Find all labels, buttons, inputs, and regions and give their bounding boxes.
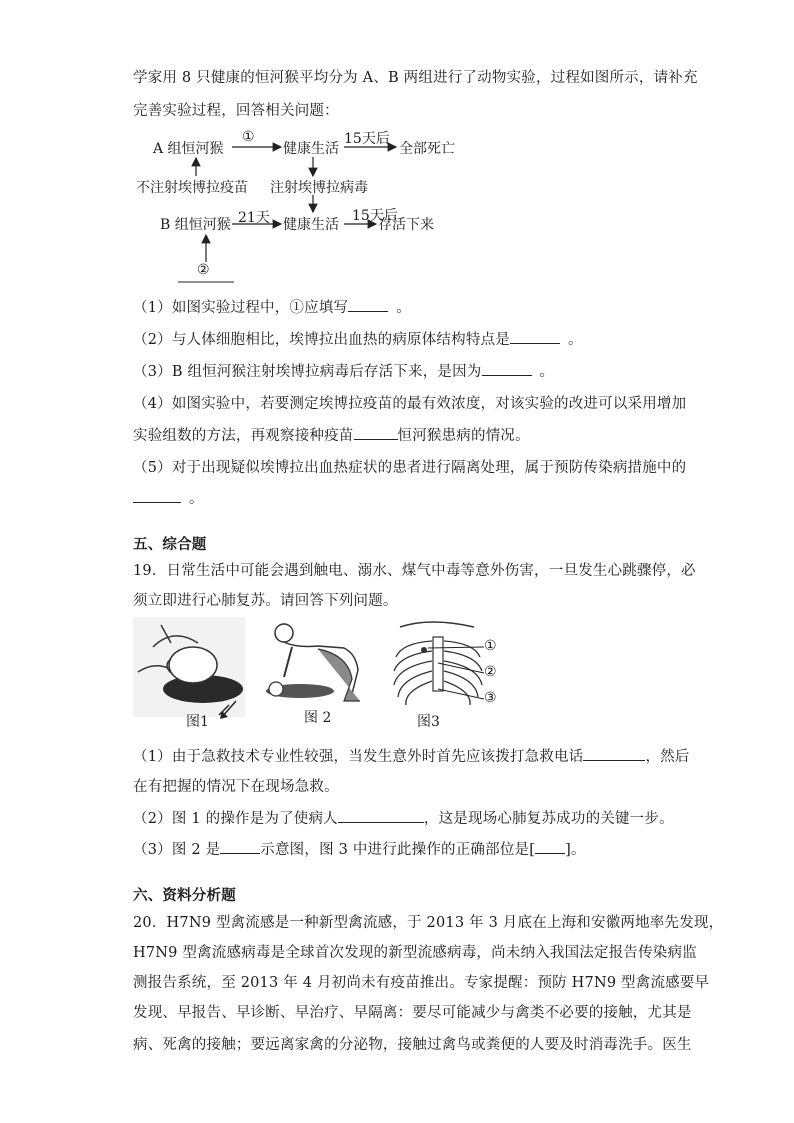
figure-3-label-1: ① — [484, 638, 497, 654]
q19-sub-1-line-1: （1）由于急救技术专业性较强，当发生意外时首先应该拨打急救电话 ，然后 — [133, 745, 690, 766]
q19-line-1: 19．日常生活中可能会遇到触电、溺水、煤气中毒等意外伤害，一旦发生心跳骤停，必 — [133, 563, 696, 579]
figure-3-caption: 图3 — [417, 714, 440, 730]
diagram-survive: 存活下来 — [378, 217, 434, 233]
q19-sub-2: （2）图 1 的操作是为了使病人 ，这是现场心肺复苏成功的关键一步。 — [133, 807, 674, 828]
answer-blank[interactable] — [338, 808, 424, 823]
answer-blank[interactable] — [535, 839, 565, 854]
section-heading-data-analysis: 六、资料分析题 — [133, 888, 236, 904]
q18-sub-5-line-1: （5）对于出现疑似埃博拉出血热症状的患者进行隔离处理，属于预防传染病措施中的 — [133, 460, 687, 476]
q19-sub-3: （3）图 2 是 示意图，图 3 中进行此操作的正确部位是[ ]。 — [133, 838, 586, 859]
figure-3-ribcage-illustration — [380, 617, 500, 711]
arrow-icon — [218, 699, 240, 721]
q19-line-2: 须立即进行心肺复苏。请回答下列问题。 — [133, 593, 398, 609]
answer-blank[interactable] — [133, 488, 181, 503]
q18-sub-4-line-2: 实验组数的方法，再观察接种疫苗 恒河猴患病的情况。 — [133, 424, 530, 445]
q20-line-5: 病、死禽的接触；要远离家禽的分泌物，接触过禽鸟或粪便的人要及时消毒洗手。医生 — [133, 1037, 692, 1053]
answer-blank[interactable] — [354, 425, 398, 440]
q20-line-2: H7N9 型禽流感病毒是全球首次发现的新型流感病毒，尚未纳入我国法定报告传染病监 — [133, 945, 697, 961]
diagram-a-group: A 组恒河猴 — [153, 141, 224, 157]
diagram-healthy-b: 健康生活 — [283, 217, 339, 233]
q18-sub-5-line-2: 。 — [133, 487, 204, 508]
answer-blank[interactable] — [482, 361, 532, 376]
q18-sub-4-line-1: （4）如图实验中，若要测定埃博拉疫苗的最有效浓度，对该实验的改进可以采用增加 — [133, 396, 687, 412]
figure-1-caption: 图1 — [186, 714, 209, 730]
q20-line-3: 测报告系统，至 2013 年 4 月初尚未有疫苗推出。专家提醒：预防 H7N9 型禽流感要早 — [133, 975, 710, 991]
figure-2-chest-compression-illustration — [262, 619, 370, 707]
q18-sub-3: （3）B 组恒河猴注射埃博拉病毒后存活下来，是因为 。 — [133, 360, 554, 381]
diagram-circle-2: ② — [197, 262, 210, 278]
answer-blank[interactable] — [348, 297, 388, 312]
answer-blank[interactable] — [510, 329, 560, 344]
section-heading-comprehensive: 五、综合题 — [133, 537, 207, 553]
diagram-healthy-a: 健康生活 — [283, 141, 339, 157]
diagram-all-dead: 全部死亡 — [399, 141, 455, 157]
diagram-15days-b: 15天后 — [352, 208, 398, 224]
diagram-21days: 21天 — [238, 210, 270, 226]
diagram-15days-a: 15天后 — [344, 131, 390, 147]
diagram-b-group: B 组恒河猴 — [160, 217, 231, 233]
q18-intro-line-2: 完善实验过程，回答相关问题： — [133, 103, 339, 119]
diagram-circle-1: ① — [242, 129, 255, 145]
diagram-inject-virus: 注射埃博拉病毒 — [270, 180, 368, 196]
q20-line-1: 20．H7N9 型禽流感是一种新型禽流感，于 2013 年 3 月底在上海和安徽两地率先发现， — [133, 915, 724, 931]
diagram-no-vaccine: 不注射埃博拉疫苗 — [136, 180, 248, 196]
q18-sub-2: （2）与人体细胞相比，埃博拉出血热的病原体结构特点是 。 — [133, 328, 583, 349]
figure-2-caption: 图 2 — [304, 710, 332, 726]
answer-blank[interactable] — [583, 746, 645, 761]
diagram-arrows — [0, 0, 794, 300]
q18-intro-line-1: 学家用 8 只健康的恒河猴平均分为 A、B 两组进行了动物实验，过程如图所示，请补充 — [133, 70, 698, 86]
q19-sub-1-line-2: 在有把握的情况下在现场急救。 — [133, 779, 339, 795]
q18-sub-1: （1）如图实验过程中，①应填写 。 — [133, 296, 411, 317]
answer-blank[interactable] — [220, 839, 260, 854]
q20-line-4: 发现、早报告、早诊断、早治疗、早隔离：要尽可能减少与禽类不必要的接触，尤其是 — [133, 1005, 692, 1021]
figure-3-label-3: ③ — [484, 690, 497, 706]
figure-3-label-2: ② — [484, 664, 497, 680]
